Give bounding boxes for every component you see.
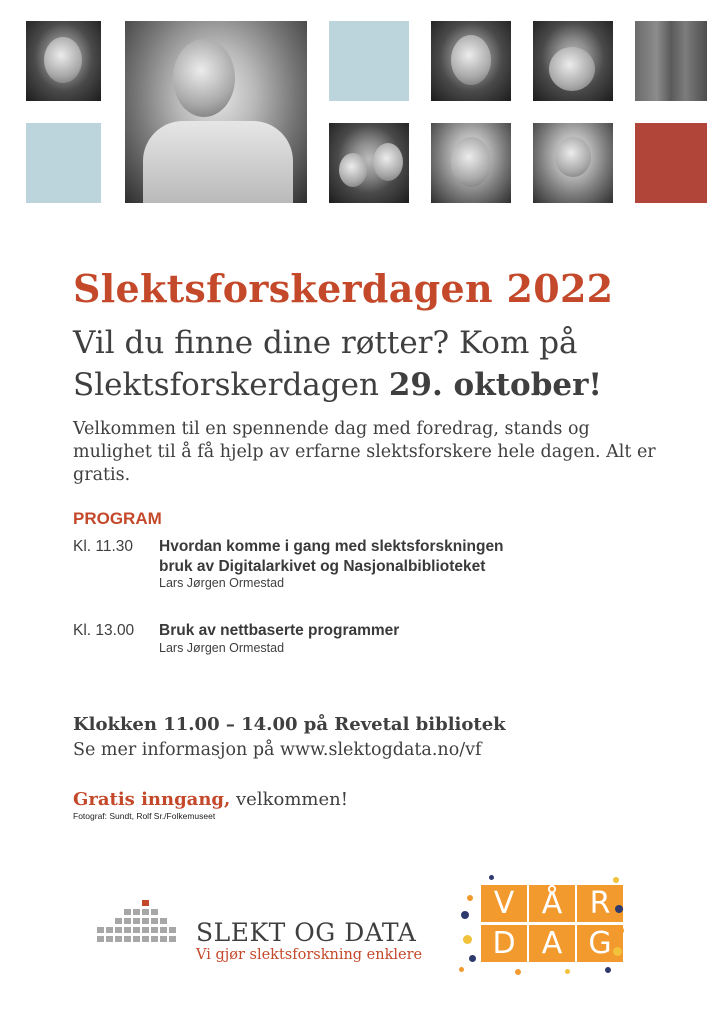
program-title-line1: Hvordan komme i gang med slektsforskningen [159, 538, 504, 555]
subtitle-line1: Vil du finne dine røtter? Kom på [73, 325, 578, 361]
photo-man-portrait [125, 21, 307, 203]
photo-child-and-woman [329, 123, 409, 203]
free-entry-highlight: Gratis inngang, [73, 789, 231, 810]
photo-wooden-door [635, 21, 707, 101]
vardag-letter: A [529, 925, 575, 962]
decor-dot [613, 877, 619, 883]
vardag-letter: R [577, 885, 623, 922]
vardag-letter: V [481, 885, 527, 922]
decor-dot [565, 969, 570, 974]
program-heading: PROGRAM [73, 509, 162, 528]
free-entry-line [73, 789, 348, 810]
vardag-letter: G [577, 925, 623, 962]
program-title-line2: bruk av Digitalarkivet og Nasjonalbiblioteket [159, 558, 486, 575]
decor-dot [467, 895, 473, 901]
org-name: SLEKT OG DATA [196, 918, 417, 947]
decor-dot [605, 967, 611, 973]
red-square [635, 123, 707, 203]
program-time: Kl. 11.30 [73, 538, 134, 555]
more-info-link[interactable]: Se mer informasjon på www.slektogdata.no/vf [73, 740, 482, 760]
vardag-logo [455, 875, 625, 980]
org-tagline: Vi gjør slektsforskning enklere [196, 947, 423, 963]
decor-dot [515, 969, 521, 975]
decor-dot [489, 875, 494, 880]
vardag-letter: D [481, 925, 527, 962]
free-entry-rest: velkommen! [230, 789, 348, 810]
program-speaker: Lars Jørgen Ormestad [159, 576, 285, 590]
decor-dot [615, 905, 623, 913]
photo-woman-1 [26, 21, 101, 101]
time-and-location: Klokken 11.00 – 14.00 på Revetal bibliotek [73, 714, 506, 735]
decor-dot [461, 911, 469, 919]
slekt-og-data-logo-icon [97, 900, 179, 944]
header-photo-mosaic [0, 0, 724, 210]
subtitle [73, 322, 602, 406]
subtitle-line2-prefix: Slektsforskerdagen [73, 367, 389, 403]
subtitle-line2 [73, 364, 602, 406]
blue-square-top [329, 21, 409, 101]
photo-woman-2 [431, 21, 511, 101]
program-time: Kl. 13.00 [73, 622, 135, 639]
event-date: 29. oktober! [388, 367, 603, 403]
blue-square-bottom [26, 123, 101, 203]
photo-credit: Fotograf: Sundt, Rolf Sr./Folkemuseet [73, 811, 216, 821]
decor-dot [613, 947, 622, 956]
photo-baby [533, 123, 613, 203]
decor-dot [463, 935, 472, 944]
vardag-letter: Å [529, 885, 575, 922]
decor-dot [459, 967, 464, 972]
program-title-line1: Bruk av nettbaserte programmer [159, 622, 400, 639]
photo-woman-3 [533, 21, 613, 101]
intro-text: Velkommen til en spennende dag med foredrag, stands og mulighet til å få hjelp av erfarne slektsforskere hele dagen. Alt er gratis. [73, 419, 656, 485]
decor-dot [469, 955, 476, 962]
photo-smiling-woman [431, 123, 511, 203]
decor-dot [617, 927, 624, 934]
program-speaker: Lars Jørgen Ormestad [159, 641, 285, 655]
page-title: Slektsforskerdagen 2022 [73, 266, 614, 311]
